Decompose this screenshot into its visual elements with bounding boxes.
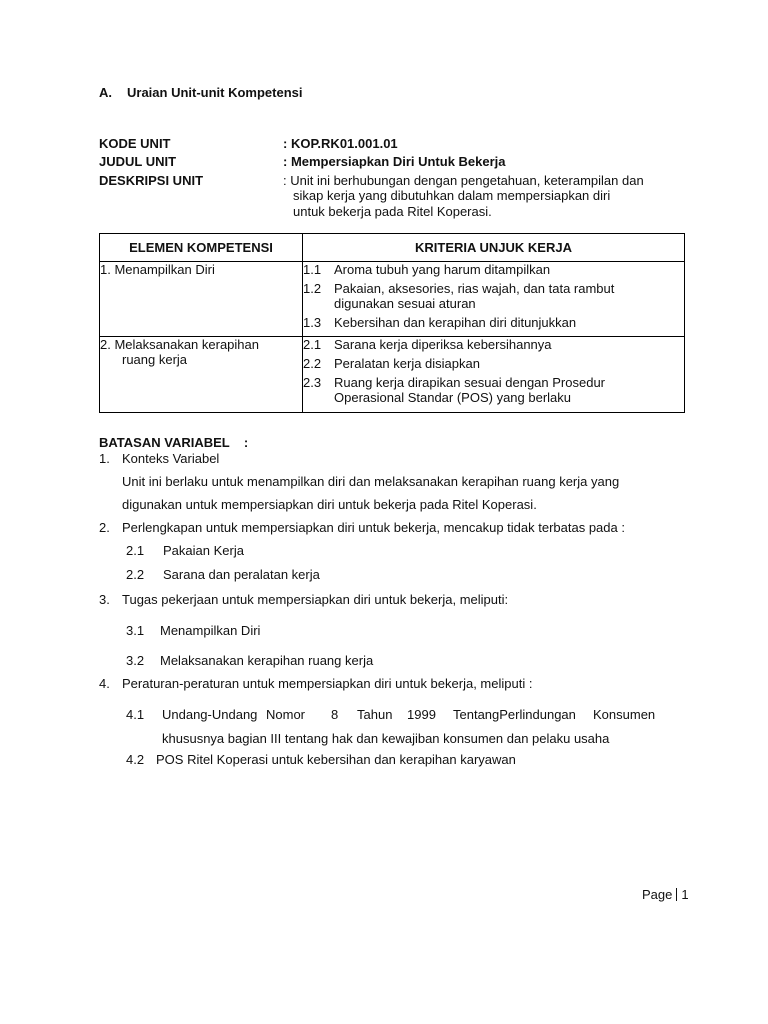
- elemen-text: 2. Melaksanakan kerapihan: [100, 337, 259, 352]
- kriteria-item: [303, 337, 684, 352]
- batasan-sub-number: 3.2: [126, 653, 145, 668]
- batasan-sub-word: Nomor: [266, 707, 306, 722]
- batasan-item-3-title: Tugas pekerjaan untuk mempersiapkan diri untuk bekerja, meliputi:: [122, 592, 509, 607]
- kriteria-item: [303, 281, 684, 311]
- page-label: Page: [642, 887, 673, 902]
- batasan-item-4-title: Peraturan-peraturan untuk mempersiapkan diri untuk bekerja, meliputi :: [122, 676, 533, 691]
- batasan-sub-text: Menampilkan Diri: [160, 623, 261, 638]
- kriteria-text: Peralatan kerja disiapkan: [334, 356, 480, 371]
- kriteria-number: 1.1: [303, 262, 322, 277]
- batasan-sub-word: TentangPerlindungan: [453, 707, 576, 722]
- batasan-item-1-body-line-1: Unit ini berlaku untuk menampilkan diri dan melaksanakan kerapihan ruang kerja yang: [122, 474, 620, 489]
- kode-unit-value: : KOP.RK01.001.01: [283, 136, 398, 151]
- batasan-sub-text: Pakaian Kerja: [163, 543, 244, 558]
- batasan-item-2-title: Perlengkapan untuk mempersiapkan diri untuk bekerja, mencakup tidak terbatas pada :: [122, 520, 625, 535]
- kriteria-line: digunakan sesuai aturan: [334, 296, 476, 311]
- page-footer: [642, 887, 689, 903]
- kriteria-item: [303, 315, 684, 330]
- kriteria-line: Ruang kerja dirapikan sesuai dengan Prosedur: [334, 375, 606, 390]
- kriteria-text: Sarana kerja diperiksa kebersihannya: [334, 337, 552, 352]
- batasan-sub-text: Melaksanakan kerapihan ruang kerja: [160, 653, 374, 668]
- kriteria-item: [303, 356, 684, 371]
- batasan-sub-word: 1999: [407, 707, 436, 722]
- header-elemen: ELEMEN KOMPETENSI: [100, 234, 303, 262]
- elemen-text: 1. Menampilkan Diri: [100, 262, 215, 277]
- kriteria-number: 1.3: [303, 315, 322, 330]
- kriteria-cell: [303, 262, 685, 337]
- batasan-sub-word: Tahun: [357, 707, 393, 722]
- deskripsi-line-2: sikap kerja yang dibutuhkan dalam mempersiapkan diri: [293, 188, 611, 203]
- kriteria-item: [303, 375, 684, 405]
- deskripsi-line-3: untuk bekerja pada Ritel Koperasi.: [293, 204, 492, 219]
- batasan-sub-word: Undang-Undang: [162, 707, 258, 722]
- batasan-item-1-number: 1.: [99, 451, 110, 466]
- section-title: Uraian Unit-unit Kompetensi: [127, 85, 303, 100]
- batasan-sub-number: 2.1: [126, 543, 145, 558]
- batasan-sub-text: POS Ritel Koperasi untuk kebersihan dan kerapihan karyawan: [156, 752, 516, 767]
- kriteria-number: 2.3: [303, 375, 322, 390]
- batasan-sub-number: 4.2: [126, 752, 145, 767]
- elemen-cell: [100, 262, 303, 337]
- section-letter: A.: [99, 85, 112, 100]
- batasan-sub-number: 2.2: [126, 567, 145, 582]
- kriteria-number: 2.1: [303, 337, 322, 352]
- table-header-row: [100, 234, 685, 262]
- kriteria-text: Aroma tubuh yang harum ditampilkan: [334, 262, 551, 277]
- batasan-sub-text: Sarana dan peralatan kerja: [163, 567, 320, 582]
- competency-table: [99, 233, 685, 413]
- judul-unit-value: : Mempersiapkan Diri Untuk Bekerja: [283, 154, 506, 169]
- kriteria-number: 1.2: [303, 281, 322, 296]
- batasan-item-1-body-line-2: digunakan untuk mempersiapkan diri untuk bekerja pada Ritel Koperasi.: [122, 497, 537, 512]
- kriteria-item: [303, 262, 684, 277]
- judul-unit-label: JUDUL UNIT: [99, 154, 177, 169]
- page-number: 1: [681, 887, 689, 902]
- batasan-heading: BATASAN VARIABEL :: [99, 435, 249, 450]
- kriteria-cell: [303, 337, 685, 413]
- batasan-item-3-number: 3.: [99, 592, 110, 607]
- deskripsi-line-1: : Unit ini berhubungan dengan pengetahuan, keterampilan dan: [283, 173, 644, 188]
- table-row: [100, 262, 685, 337]
- batasan-sub-word: 8: [331, 707, 339, 722]
- kriteria-text: [334, 281, 684, 311]
- batasan-sub-number: 3.1: [126, 623, 145, 638]
- table-row: [100, 337, 685, 413]
- batasan-sub-number: 4.1: [126, 707, 145, 722]
- batasan-item-2-number: 2.: [99, 520, 110, 535]
- kriteria-text: Kebersihan dan kerapihan diri ditunjukkan: [334, 315, 577, 330]
- page-separator: [676, 888, 677, 901]
- elemen-text-continued: ruang kerja: [122, 352, 188, 367]
- kriteria-line: Operasional Standar (POS) yang berlaku: [334, 390, 572, 405]
- batasan-item-1-title: Konteks Variabel: [122, 451, 220, 466]
- batasan-item-4-number: 4.: [99, 676, 110, 691]
- kriteria-text: [334, 375, 684, 405]
- kriteria-number: 2.2: [303, 356, 322, 371]
- kriteria-line: Pakaian, aksesories, rias wajah, dan tata rambut: [334, 281, 615, 296]
- batasan-sub-text-line-2: khususnya bagian III tentang hak dan kewajiban konsumen dan pelaku usaha: [162, 731, 610, 746]
- kode-unit-label: KODE UNIT: [99, 136, 171, 151]
- header-kriteria: KRITERIA UNJUK KERJA: [303, 234, 685, 262]
- elemen-cell: [100, 337, 303, 413]
- deskripsi-unit-label: DESKRIPSI UNIT: [99, 173, 204, 188]
- batasan-sub-word: Konsumen: [593, 707, 656, 722]
